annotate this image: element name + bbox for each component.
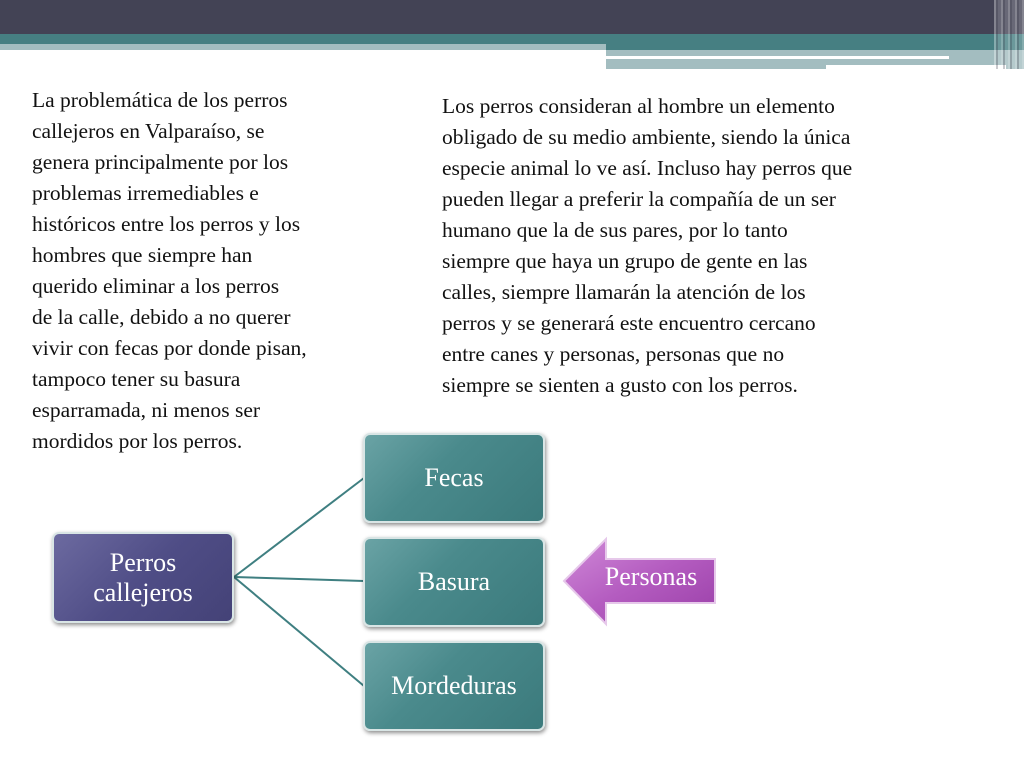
text-line: históricos entre los perros y los [32, 212, 301, 236]
text-line: entre canes y personas, personas que no [442, 342, 785, 366]
text-line: callejeros en Valparaíso, se [32, 119, 265, 143]
connector-mordeduras [234, 577, 364, 686]
text-line: pueden llegar a preferir la compañía de un ser [442, 187, 836, 211]
text-line: perros y se generará este encuentro cercano [442, 311, 816, 335]
text-line: obligado de su medio ambiente, siendo la única [442, 125, 851, 149]
text-line: calles, siempre llamarán la atención de los [442, 280, 806, 304]
text-line: siempre que haya un grupo de gente en las [442, 249, 808, 273]
text-line: mordidos por los perros. [32, 429, 243, 453]
node-mordeduras: Mordeduras [363, 641, 545, 731]
text-line: siempre se sienten a gusto con los perros. [442, 373, 798, 397]
text-line: especie animal lo ve así. Incluso hay perros que [442, 156, 853, 180]
connector-basura [234, 577, 364, 581]
connector-fecas [234, 478, 364, 577]
text-line: de la calle, debido a no querer [32, 305, 291, 329]
text-line: La problemática de los perros [32, 88, 288, 112]
text-line: genera principalmente por los [32, 150, 289, 174]
text-line: humano que la de sus pares, por lo tanto [442, 218, 788, 242]
text-line: esparramada, ni menos ser [32, 398, 261, 422]
text-line: querido eliminar a los perros [32, 274, 280, 298]
text-line: tampoco tener su basura [32, 367, 241, 391]
text-line: hombres que siempre han [32, 243, 253, 267]
personas-arrow-label: Personas [604, 562, 698, 591]
text-line: Los perros consideran al hombre un elemento [442, 94, 835, 118]
text-line: problemas irremediables e [32, 181, 259, 205]
node-perros-callejeros: Perros callejeros [52, 532, 234, 623]
node-fecas: Fecas [363, 433, 545, 523]
node-basura: Basura [363, 537, 545, 627]
text-line: vivir con fecas por donde pisan, [32, 336, 307, 360]
